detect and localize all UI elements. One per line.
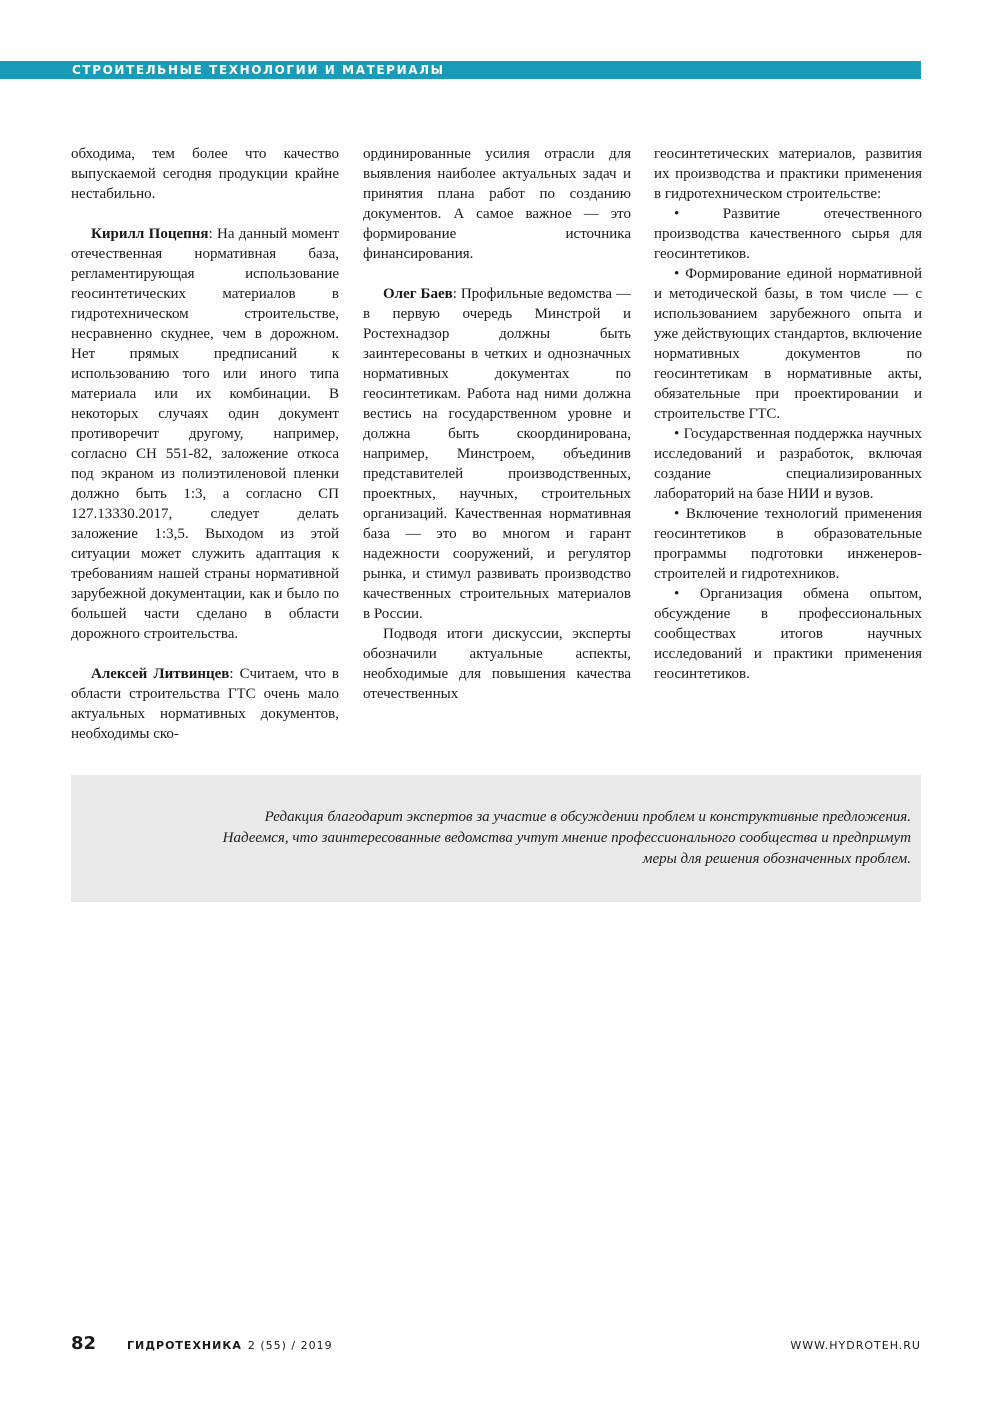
paragraph-continuation: геосинтетических материалов, развития их производства и практики применения в гидротехническом строительстве:: [654, 146, 922, 202]
journal-issue: 2 (55) / 2019: [247, 1339, 333, 1352]
speaker-name: Алексей Литвинцев: [91, 666, 230, 682]
journal-info: [127, 1339, 333, 1352]
paragraph-continuation: обходима, тем более что качество выпускаемой сегодня продукции крайне нестабильно.: [71, 146, 339, 202]
paragraph-text: : На данный момент отечественная нормативная база, регламентирующая использование геосинтетических материалов в гидротехническом строительстве, несравненно скуднее, чем в дорожном. Нет прямых предписаний к использованию того или иного типа материала или их комбинации. В некоторых случаях один документ противоречит другому, например, согласно СН 551-82, заложение откоса под экраном из полиэтиленовой пленки должно быть 1:3, а согласно СП 127.13330.2017, следует делать заложение 1:3,5. Выходом из этой ситуации может служить адаптация к требованиям нашей страны нормативной зарубежной документации, как и было по большей части сделано в области дорожного строительства.: [71, 226, 339, 642]
paragraph-summary: Подводя итоги дискуссии, эксперты обозначили актуальные аспекты, необходимые для повышения качества отечественных: [363, 626, 631, 702]
editorial-note-box: [71, 775, 921, 902]
website-url: WWW.HYDROTEH.RU: [790, 1339, 921, 1352]
paragraph-litvintsev: [71, 664, 339, 744]
speaker-name: Кирилл Поцепня: [91, 226, 209, 242]
editorial-note: [131, 807, 911, 870]
text-column-2: [363, 144, 631, 704]
editorial-note-line: меры для решения обозначенных проблем.: [642, 851, 911, 867]
paragraph-text: : Считаем, что в области строительства ГТС очень мало актуальных нормативных документов, необходимы ско-: [71, 666, 339, 742]
section-title: СТРОИТЕЛЬНЫЕ ТЕХНОЛОГИИ И МАТЕРИАЛЫ: [72, 63, 445, 77]
bullet-item: • Государственная поддержка научных исследований и разработок, включая создание специализированных лабораторий на базе НИИ и вузов.: [654, 426, 922, 502]
editorial-note-line: Редакция благодарит экспертов за участие в обсуждении проблем и конструктивные предложения.: [264, 809, 911, 825]
text-column-1: [71, 144, 339, 744]
paragraph-potsepnya: [71, 224, 339, 644]
page-footer: [71, 1333, 921, 1357]
editorial-note-line: Надеемся, что заинтересованные ведомства учтут мнение профессионального сообщества и предпримут: [222, 830, 911, 846]
paragraph-baev: [363, 284, 631, 624]
journal-name: ГИДРОТЕХНИКА: [127, 1339, 242, 1352]
paragraph-continuation: ординированные усилия отрасли для выявления наиболее актуальных задач и принятия плана работ по созданию документов. А самое важное — это формирование источника финансирования.: [363, 146, 631, 262]
page-number: 82: [71, 1333, 97, 1354]
speaker-name: Олег Баев: [383, 286, 453, 302]
section-header-bar: [0, 61, 921, 79]
bullet-item: • Включение технологий применения геосинтетиков в образовательные программы подготовки инженеров-строителей и гидротехников.: [654, 506, 922, 582]
paragraph-text: : Профильные ведомства — в первую очередь Минстрой и Ростехнадзор должны быть заинтересованы в четких и однозначных нормативных документах по геосинтетикам. Работа над ними должна вестись на государственном уровне и должна быть скоординирована, например, Минстроем, объединив представителей производственных, проектных, научных, строительных организаций. Качественная нормативная база — это во многом и гарант надежности сооружений, и регулятор рынка, и стимул развивать производство качественных строительных материалов в России.: [363, 286, 631, 622]
text-column-3: [654, 144, 922, 684]
bullet-item: • Формирование единой нормативной и методической базы, в том числе — с использованием зарубежного опыта и уже действующих стандартов, включение нормативных документов по геосинтетикам в нормативные акты, обязательные при проектировании и строительстве ГТС.: [654, 266, 922, 422]
bullet-item: • Организация обмена опытом, обсуждение в профессиональных сообществах итогов научных исследований и практики применения геосинтетиков.: [654, 586, 922, 682]
bullet-item: • Развитие отечественного производства качественного сырья для геосинтетиков.: [654, 206, 922, 262]
